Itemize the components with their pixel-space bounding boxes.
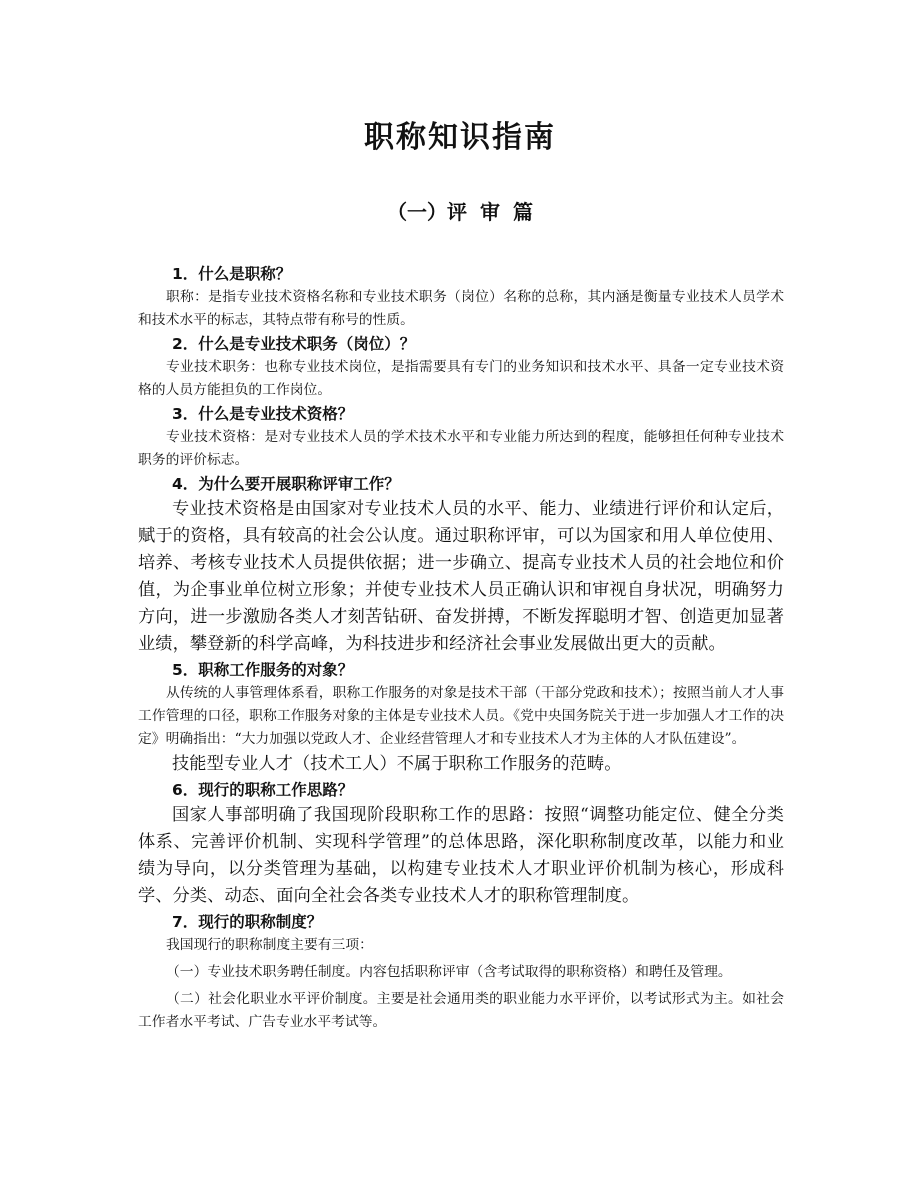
answer-paragraph: （一）专业技术职务聘任制度。内容包括职称评审（含考试取得的职称资格）和聘任及管理。 bbox=[166, 964, 732, 980]
question-heading: 6．现行的职称工作思路？ bbox=[172, 781, 354, 799]
question-heading: 5．职称工作服务的对象？ bbox=[172, 661, 354, 679]
answer-paragraph: 专业技术资格：是对专业技术人员的学术技术水平和专业能力所达到的程度，能够担任何种专业技术职务的评价标志。 bbox=[138, 429, 784, 468]
answer-paragraph: 职称：是指专业技术资格名称和专业技术职务（岗位）名称的总称，其内涵是衡量专业技术人员学术和技术水平的标志，其特点带有称号的性质。 bbox=[138, 289, 784, 328]
section-title: （一）评 审 篇 bbox=[387, 200, 533, 224]
answer-paragraph: 我国现行的职称制度主要有三项： bbox=[166, 937, 373, 953]
question-heading: 3．什么是专业技术资格？ bbox=[172, 405, 354, 423]
document-title: 职称知识指南 bbox=[364, 120, 556, 155]
question-heading: 4．为什么要开展职称评审工作？ bbox=[172, 475, 400, 493]
answer-paragraph: 技能型专业人才（技术工人）不属于职称工作服务的范畴。 bbox=[172, 754, 622, 774]
document-body bbox=[138, 262, 784, 1034]
answer-paragraph: 从传统的人事管理体系看，职称工作服务的对象是技术干部（干部分党政和技术）；按照当前人才人事工作管理的口径，职称工作服务对象的主体是专业技术人员。《党中央国务院关于进一步加强人才工作的决定》明确指出：“大力加强以党政人才、企业经营管理人才和专业技术人才为主体的人才队伍建设”。 bbox=[138, 685, 784, 747]
answer-paragraph: 国家人事部明确了我国现阶段职称工作的思路：按照“调整功能定位、健全分类体系、完善评价机制、实现科学管理”的总体思路，深化职称制度改革，以能力和业绩为导向，以分类管理为基础，以构建专业技术人才职业评价机制为核心，形成科学、分类、动态、面向全社会各类专业技术人才的职称管理制度。 bbox=[138, 805, 784, 906]
answer-paragraph: （二）社会化职业水平评价制度。主要是社会通用类的职业能力水平评价，以考试形式为主。如社会工作者水平考试、广告专业水平考试等。 bbox=[138, 991, 784, 1030]
answer-paragraph: 专业技术资格是由国家对专业技术人员的水平、能力、业绩进行评价和认定后，赋于的资格，具有较高的社会公认度。通过职称评审，可以为国家和用人单位使用、培养、考核专业技术人员提供依据；进一步确立、提高专业技术人员的社会地位和价值，为企事业单位树立形象；并使专业技术人员正确认识和审视自身状况，明确努力方向，进一步激励各类人才刻苦钻研、奋发拼搏，不断发挥聪明才智、创造更加显著业绩，攀登新的科学高峰，为科技进步和经济社会事业发展做出更大的贡献。 bbox=[138, 499, 784, 654]
answer-paragraph: 专业技术职务：也称专业技术岗位，是指需要具有专门的业务知识和技术水平、具备一定专业技术资格的人员方能担负的工作岗位。 bbox=[138, 359, 784, 398]
question-heading: 7．现行的职称制度？ bbox=[172, 913, 323, 931]
question-heading: 2．什么是专业技术职务（岗位）？ bbox=[172, 335, 416, 353]
question-heading: 1．什么是职称？ bbox=[172, 265, 292, 283]
